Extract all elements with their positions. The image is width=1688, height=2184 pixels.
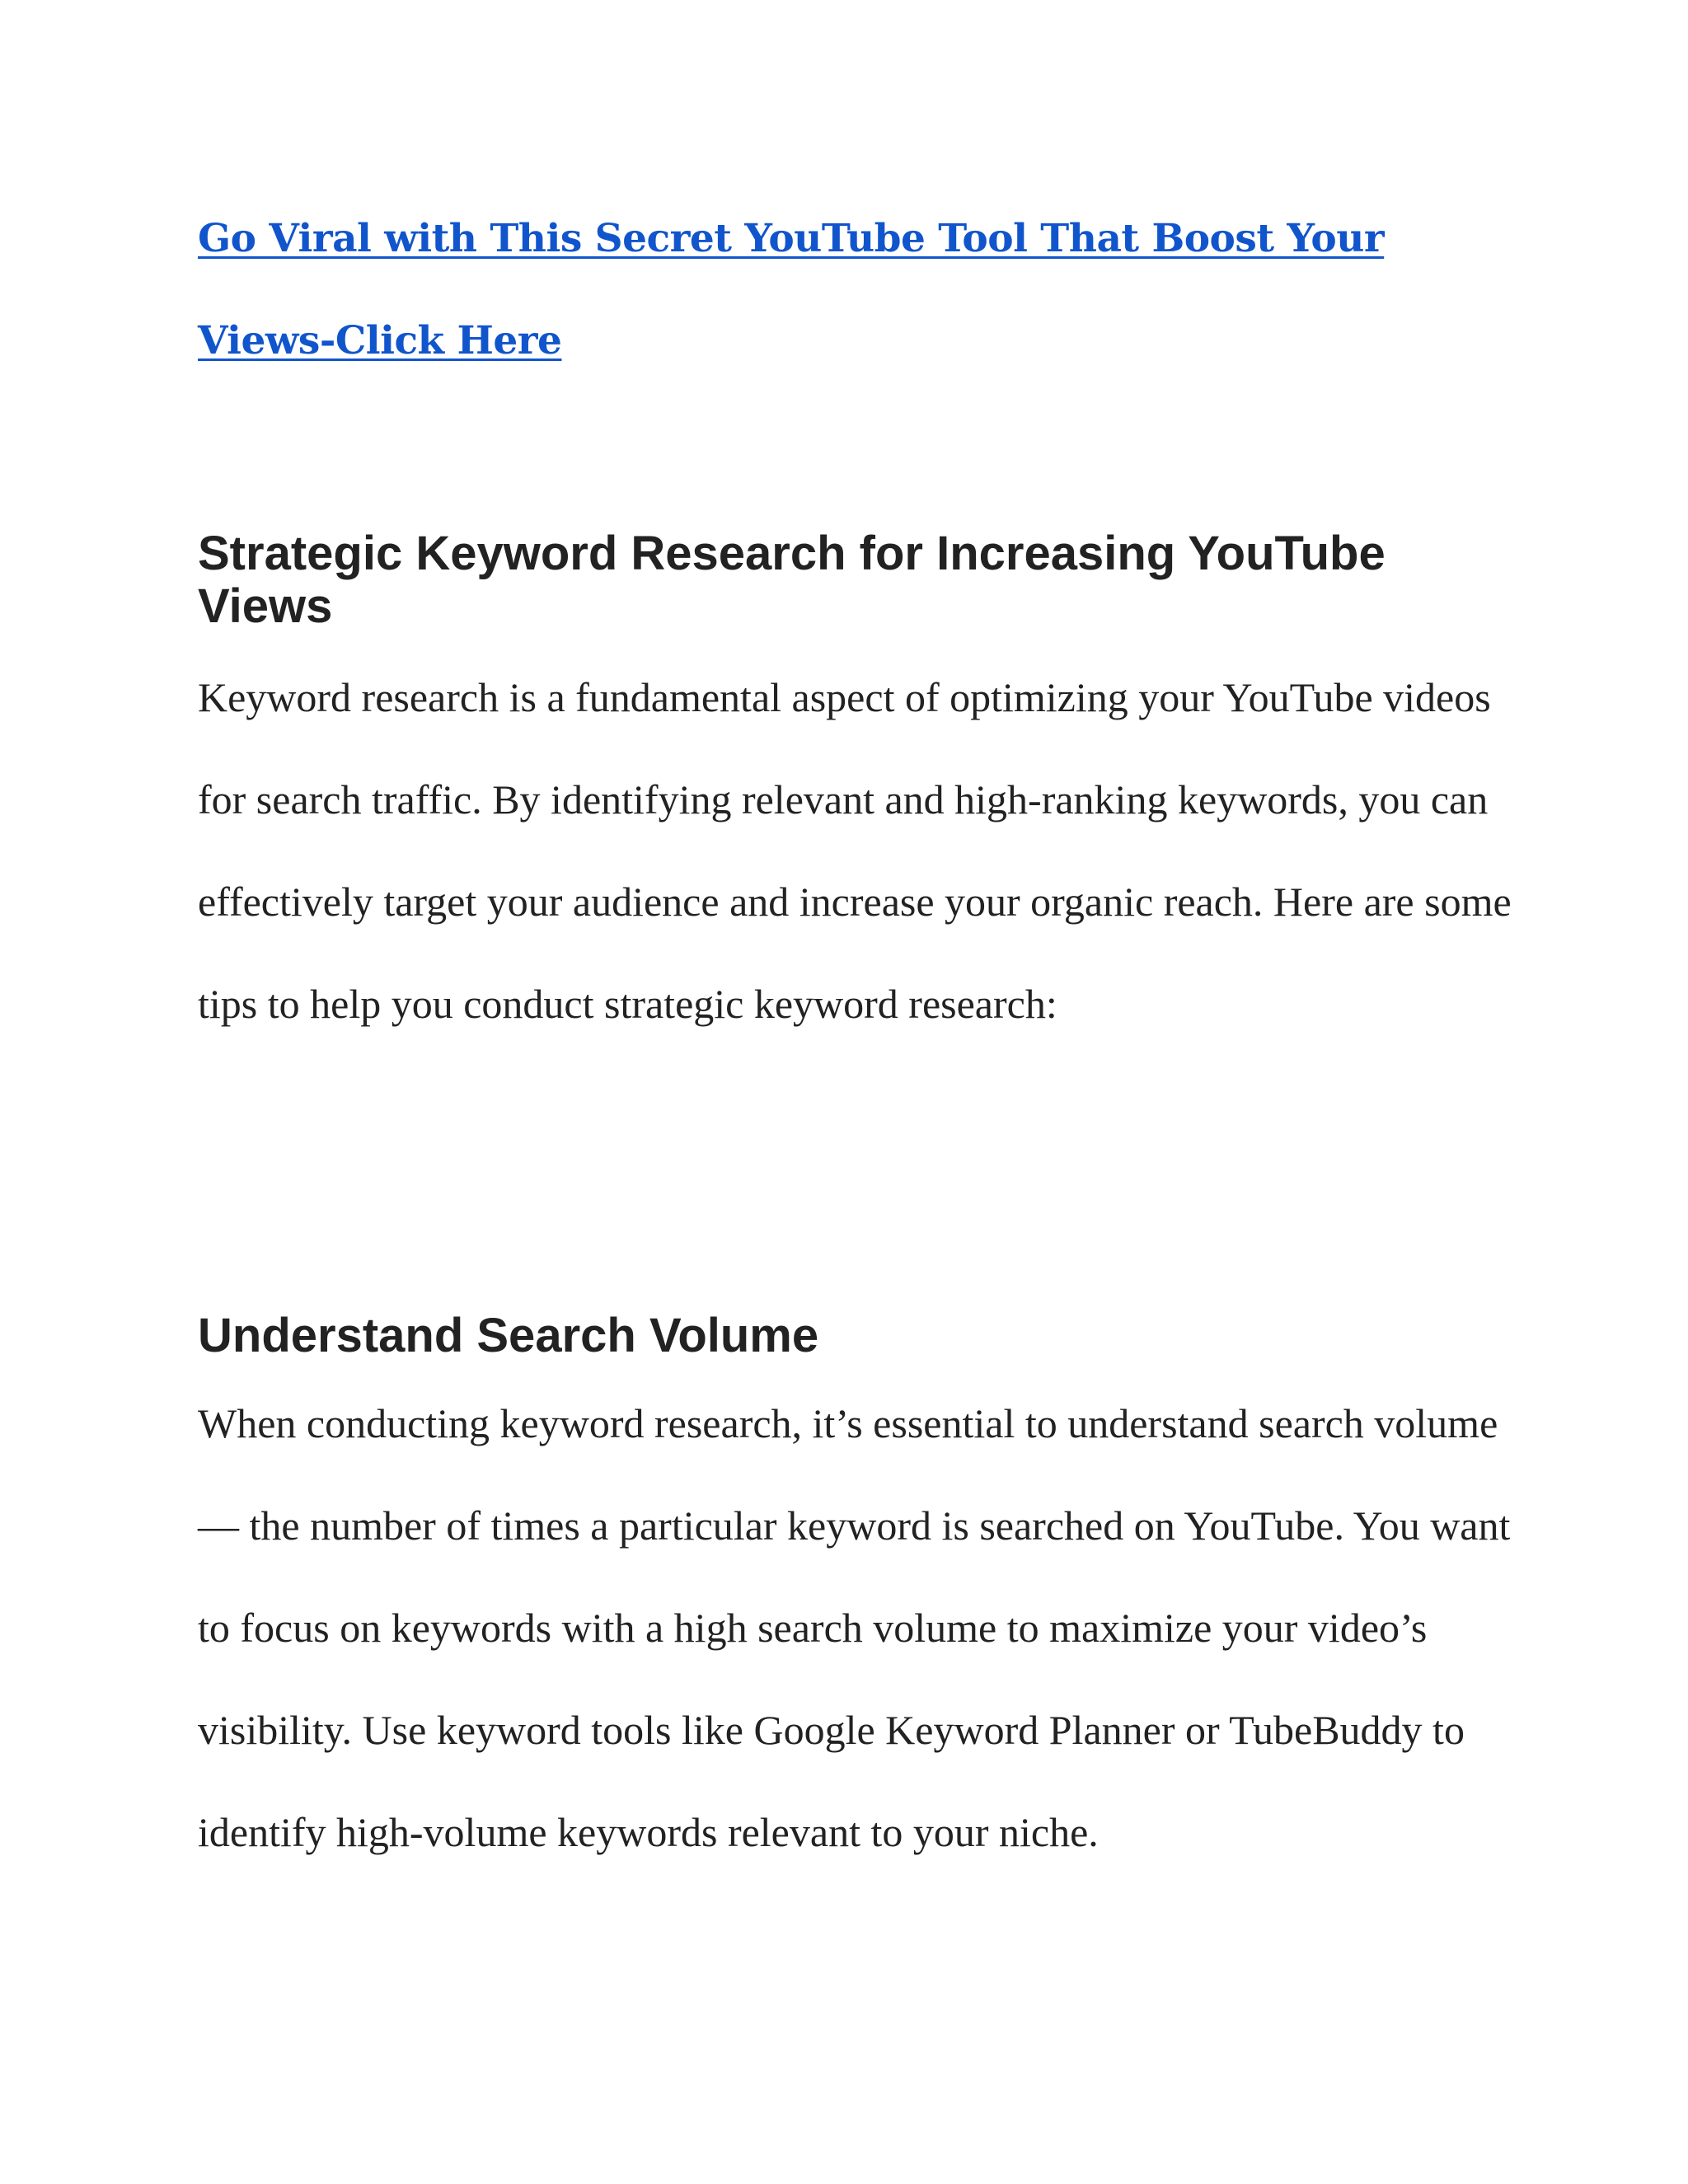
promo-link[interactable]: Go Viral with This Secret YouTube Tool That Boost Your Views-Click Here: [198, 216, 1385, 363]
section-heading-keyword-research: Strategic Keyword Research for Increasing YouTube Views: [198, 527, 1386, 633]
section-paragraph-search-volume: When conducting keyword research, it’s essential to understand search volume — the number of times a particular keyword is searched on YouTube. You want to focus on keywords with a high search volume to maximize your video’s visibility. Use keyword tools like Google Keyword Planner or TubeBuddy to identify high-volume keywords relevant to your niche.: [198, 1400, 1511, 1855]
section-heading-search-volume: Understand Search Volume: [198, 1309, 819, 1362]
section-paragraph-keyword-research: Keyword research is a fundamental aspect of optimizing your YouTube videos for search traffic. By identifying relevant and high-ranking keywords, you can effectively target your audience and increase your organic reach. Here are some tips to help you conduct strategic keyword research:: [198, 674, 1512, 1027]
